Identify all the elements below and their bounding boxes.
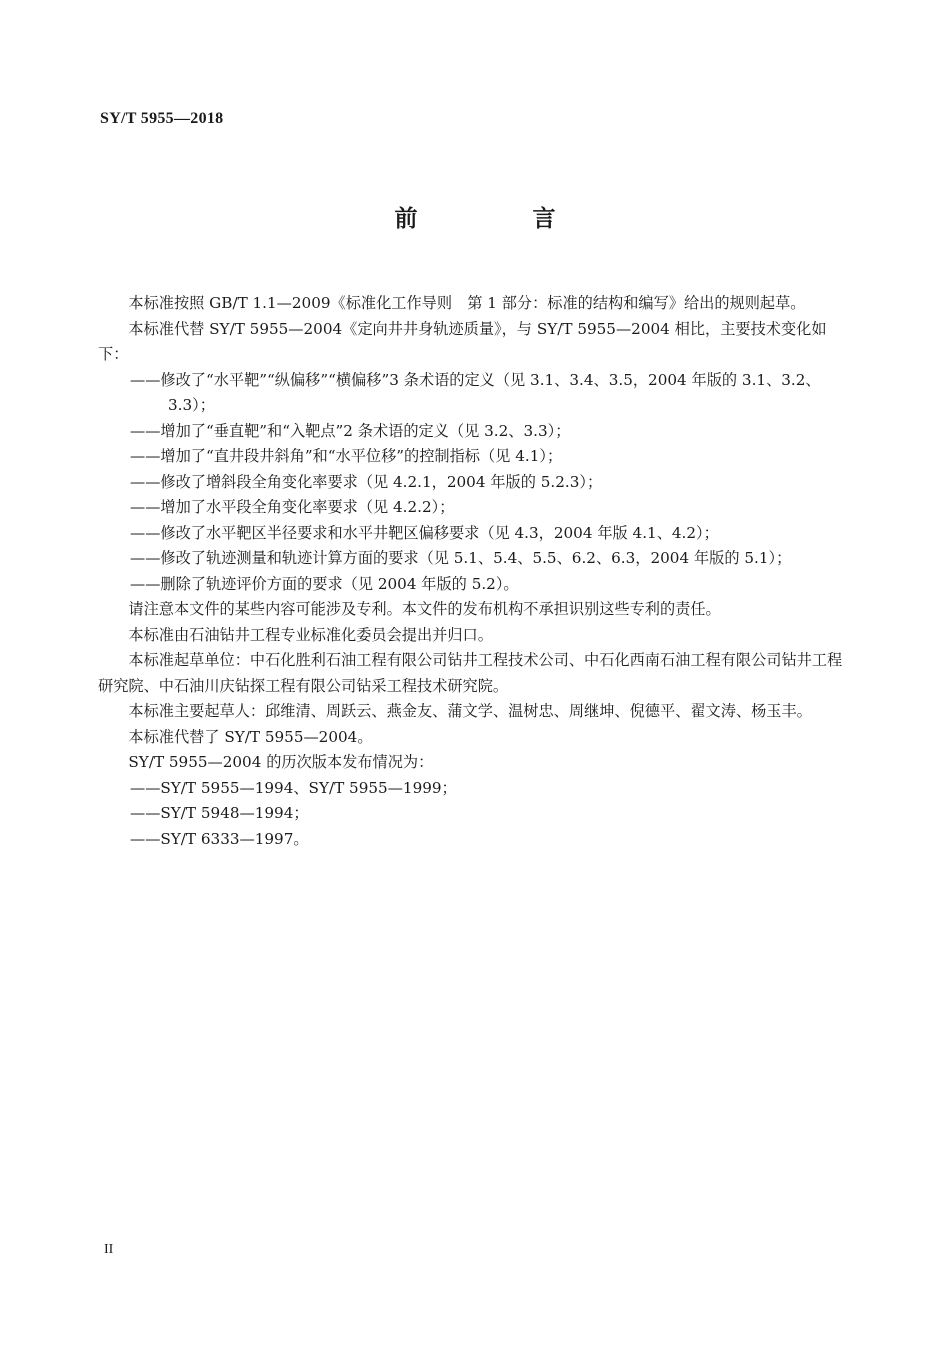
main-drafters-paragraph: 本标准主要起草人：邱维清、周跃云、燕金友、蒲文学、温树忠、周继坤、倪德平、翟文涛、杨玉丰。	[128, 702, 812, 720]
patent-notice-paragraph: 请注意本文件的某些内容可能涉及专利。本文件的发布机构不承担识别这些专利的责任。	[128, 600, 721, 618]
change-item: ——修改了水平靶区半径要求和水平井靶区偏移要求（见 4.3，2004 年版 4.1、4.2）；	[130, 523, 719, 542]
page-title: 前 言	[394, 206, 602, 232]
supersedes-paragraph: 本标准代替了 SY/T 5955—2004。	[128, 727, 373, 746]
history-intro-paragraph: SY/T 5955—2004 的历次版本发布情况为：	[128, 753, 434, 771]
standard-code: SY/T 5955—2018	[100, 110, 224, 127]
history-item: ——SY/T 6333—1997。	[130, 829, 309, 848]
history-item: ——SY/T 5948—1994；	[130, 804, 309, 822]
technical-changes-list	[98, 368, 850, 598]
version-history-list	[98, 776, 850, 853]
proposed-by-paragraph: 本标准由石油钻井工程专业标准化委员会提出并归口。	[128, 625, 493, 644]
change-item: ——增加了水平段全角变化率要求（见 4.2.2）；	[130, 498, 455, 516]
history-item: ——SY/T 5955—1994、SY/T 5955—1999；	[130, 778, 457, 797]
change-item: ——修改了轨迹测量和轨迹计算方面的要求（见 5.1、5.4、5.5、6.2、6.3，2004 年版的 5.1）；	[130, 549, 792, 567]
page-number: II	[104, 1242, 114, 1257]
change-item: ——修改了增斜段全角变化率要求（见 4.2.1，2004 年版的 5.2.3）；	[130, 472, 603, 491]
change-item: ——修改了“水平靶”“纵偏移”“横偏移”3 条术语的定义（见 3.1、3.4、3.5，2004 年版的 3.1、3.2、3.3）；	[130, 370, 821, 414]
change-item: ——增加了“垂直靶”和“入靶点”2 条术语的定义（见 3.2、3.3）；	[130, 421, 571, 440]
change-item: ——增加了“直井段井斜角”和“水平位移”的控制指标（见 4.1）；	[130, 447, 563, 465]
change-item: ——删除了轨迹评价方面的要求（见 2004 年版的 5.2）。	[130, 574, 519, 593]
foreword-body	[98, 291, 850, 852]
drafting-rules-paragraph: 本标准按照 GB/T 1.1—2009《标准化工作导则 第 1 部分：标准的结构和编写》给出的规则起草。	[128, 294, 806, 312]
drafting-units-paragraph: 本标准起草单位：中石化胜利石油工程有限公司钻井工程技术公司、中石化西南石油工程有限公司钻井工程研究院、中石油川庆钻探工程有限公司钻采工程技术研究院。	[98, 651, 843, 695]
replaces-paragraph: 本标准代替 SY/T 5955—2004《定向井井身轨迹质量》，与 SY/T 5955—2004 相比，主要技术变化如下：	[98, 319, 827, 363]
